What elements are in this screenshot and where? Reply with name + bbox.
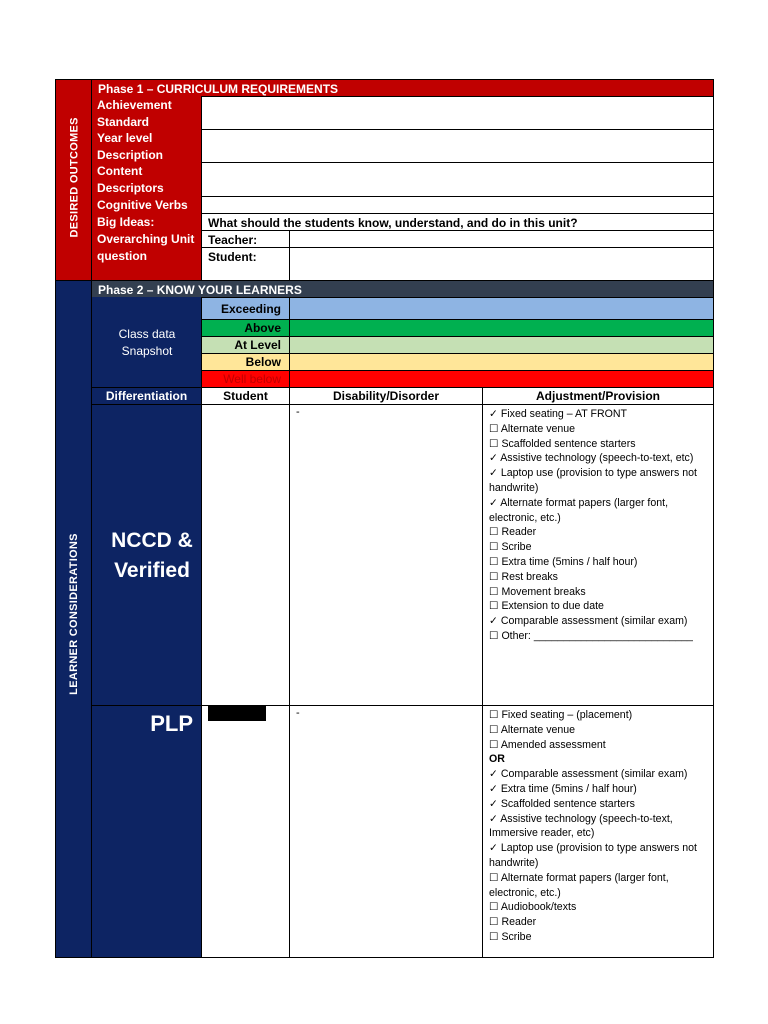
adjustment-item[interactable]: ☐ Rest breaks — [489, 570, 558, 583]
adjustment-item[interactable]: ☐ Movement breaks — [489, 585, 586, 598]
adjustment-item[interactable]: ✓ Comparable assessment (similar exam) — [489, 615, 688, 628]
adjustment-item[interactable]: ☐ Reader — [489, 526, 537, 539]
achievement-standard-field[interactable] — [201, 96, 714, 130]
adjustment-item[interactable]: ☐ Reader — [489, 916, 537, 929]
year-level-description-field[interactable] — [201, 129, 714, 163]
adjustment-item[interactable]: ☐ Scribe — [489, 541, 532, 554]
adjustment-item[interactable]: ☐ Alternate venue — [489, 422, 576, 435]
redacted-name-block — [208, 706, 266, 721]
teacher-question-field[interactable] — [289, 230, 714, 248]
level-below-label: Below — [201, 353, 290, 371]
nccd-verified-cell — [91, 404, 202, 706]
achievement-standard-label: Achievement Standard — [97, 98, 172, 129]
student-header: Student — [201, 387, 290, 405]
adjustment-item[interactable]: ☐ Scribe — [489, 930, 532, 943]
content-descriptors-label: Content Descriptors — [97, 164, 164, 195]
phase1-header: Phase 1 – CURRICULUM REQUIREMENTS — [91, 79, 714, 97]
plp-cell — [91, 705, 202, 958]
class-data-snapshot-cell — [91, 297, 202, 388]
desired-outcomes-sidebar — [55, 79, 92, 281]
nccd-adjustment-list — [482, 404, 714, 706]
class-data-snapshot-label: Class data Snapshot — [118, 327, 176, 358]
adjustment-item[interactable]: ☐ Amended assessment — [489, 738, 606, 751]
plp-student-cell[interactable] — [201, 705, 290, 958]
adjustment-item[interactable]: ✓ Alternate format papers (larger font, electronic, etc.) — [489, 496, 669, 524]
adjustment-item[interactable]: ☐ Alternate format papers (larger font, electronic, etc.) — [489, 871, 669, 899]
adjustment-item[interactable]: ☐ Other: ___________________________ — [489, 629, 693, 642]
adjustment-item[interactable]: ☐ Alternate venue — [489, 723, 576, 736]
content-descriptors-field[interactable] — [201, 162, 714, 197]
level-exceeding-bar — [289, 297, 714, 320]
student-question-field[interactable] — [289, 247, 714, 281]
plp-label: PLP — [150, 711, 193, 736]
level-well-below-bar — [289, 370, 714, 388]
nccd-disability-cell[interactable]: - — [289, 404, 483, 706]
adjustment-item[interactable]: ✓ Assistive technology (speech-to-text, Immersive reader, etc) — [489, 812, 673, 840]
level-well-below-label: Well below — [201, 370, 290, 388]
adjustment-item[interactable]: ✓ Laptop use (provision to type answers not handwrite) — [489, 467, 697, 494]
adjustment-item[interactable]: OR — [489, 753, 505, 766]
adjustment-item[interactable]: ✓ Assistive technology (speech-to-text, etc) — [489, 452, 694, 465]
overarching-question-label: Overarching Unit question — [97, 232, 195, 263]
nccd-student-cell[interactable] — [201, 404, 290, 706]
adjustment-item[interactable]: ✓ Scaffolded sentence starters — [489, 797, 635, 810]
adjustment-item[interactable]: ✓ Comparable assessment (similar exam) — [489, 768, 688, 781]
adjustment-item[interactable]: ☐ Audiobook/texts — [489, 901, 577, 914]
adjustment-header: Adjustment/Provision — [482, 387, 714, 405]
adjustment-item[interactable]: ✓ Fixed seating – AT FRONT — [489, 408, 628, 420]
phase2-header: Phase 2 – KNOW YOUR LEARNERS — [91, 280, 714, 298]
adjustment-item[interactable]: ☐ Extension to due date — [489, 600, 604, 613]
learner-considerations-label: LEARNER CONSIDERATIONS — [68, 533, 80, 695]
level-below-bar — [289, 353, 714, 371]
level-at-level-bar — [289, 336, 714, 354]
year-level-description-label: Year level Description — [97, 131, 164, 162]
level-at-level-label: At Level — [201, 336, 290, 354]
plp-adjustment-list — [482, 705, 714, 958]
level-above-label: Above — [201, 319, 290, 337]
big-ideas-question: What should the students know, understand, and do in this unit? — [201, 213, 714, 231]
level-above-bar — [289, 319, 714, 337]
adjustment-item[interactable]: ☐ Fixed seating – (placement) — [489, 709, 633, 721]
big-ideas-label: Big Ideas: — [97, 215, 155, 229]
adjustment-item[interactable]: ✓ Laptop use (provision to type answers not handwrite) — [489, 842, 697, 869]
cognitive-verbs-field[interactable] — [201, 196, 714, 214]
cognitive-verbs-label: Cognitive Verbs — [97, 198, 188, 212]
differentiation-header: Differentiation — [91, 387, 202, 405]
teacher-label: Teacher: — [201, 230, 290, 248]
desired-outcomes-label: DESIRED OUTCOMES — [68, 117, 81, 238]
nccd-verified-label: NCCD & Verified — [111, 529, 193, 582]
adjustment-item[interactable]: ☐ Extra time (5mins / half hour) — [489, 555, 638, 568]
adjustment-item[interactable]: ☐ Scaffolded sentence starters — [489, 437, 636, 450]
learner-considerations-sidebar — [55, 280, 92, 958]
student-label: Student: — [201, 247, 290, 281]
disability-header: Disability/Disorder — [289, 387, 483, 405]
plp-disability-cell[interactable]: - — [289, 705, 483, 958]
level-exceeding-label: Exceeding — [201, 297, 290, 320]
adjustment-item[interactable]: ✓ Extra time (5mins / half hour) — [489, 782, 637, 795]
